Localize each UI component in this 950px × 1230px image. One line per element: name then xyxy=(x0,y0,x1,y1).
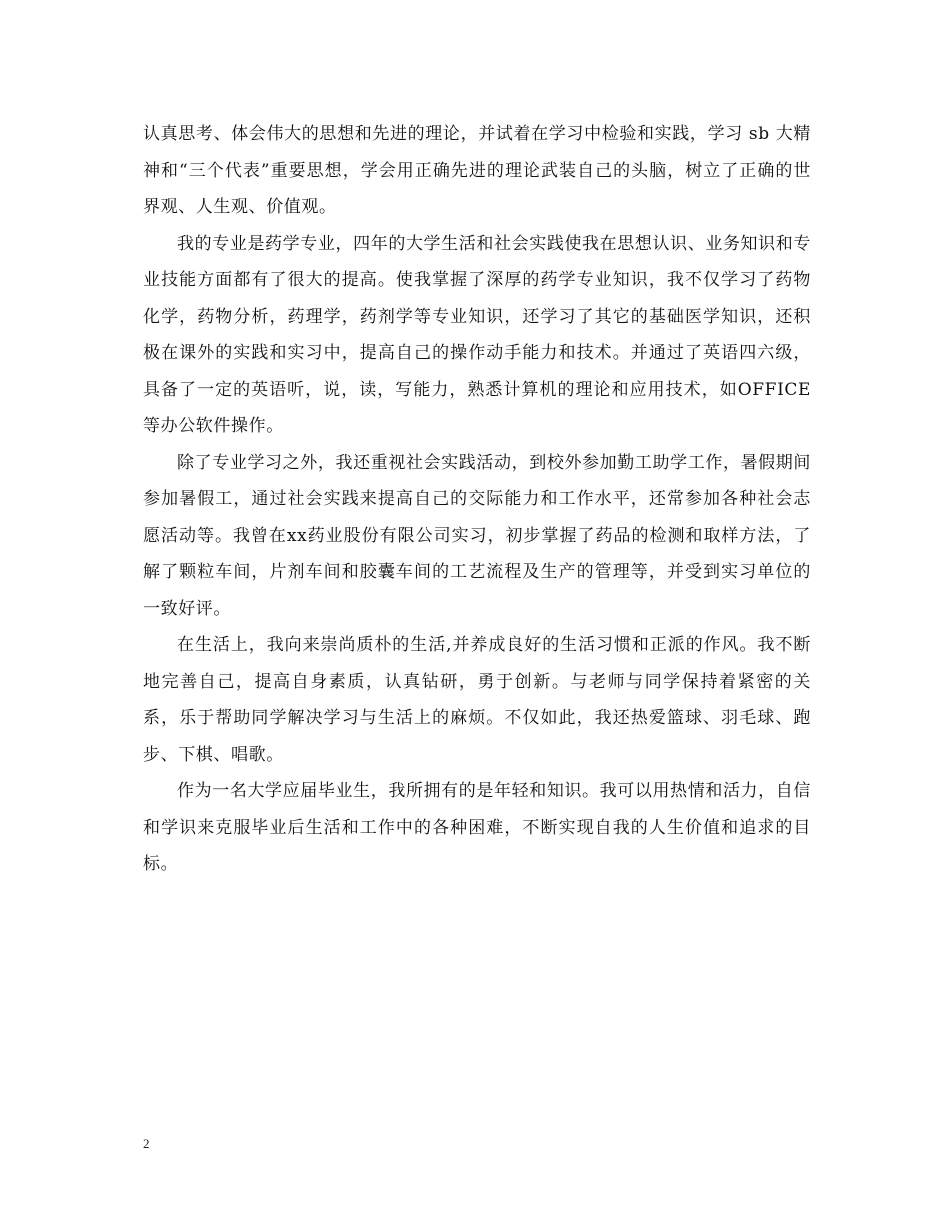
document-body xyxy=(143,116,811,883)
page-number: 2 xyxy=(143,1136,150,1151)
paragraph-conclusion: 作为一名大学应届毕业生，我所拥有的是年轻和知识。我可以用热情和活力，自信和学识来克服毕业后生活和工作中的各种困难，不断实现自我的人生价值和追求的目标。 xyxy=(143,781,811,874)
paragraph-practice: 除了专业学习之外，我还重视社会实践活动，到校外参加勤工助学工作，暑假期间参加暑假工，通过社会实践来提高自己的交际能力和工作水平，还常参加各种社会志愿活动等。我曾在xx药业股份有限公司实习，初步掌握了药品的检测和取样方法，了解了颗粒车间，片剂车间和胶囊车间的工艺流程及生产的管理等，并受到实习单位的一致好评。 xyxy=(143,452,811,619)
paragraph-continuation: 认真思考、体会伟大的思想和先进的理论，并试着在学习中检验和实践，学习 sb 大精神和“三个代表”重要思想，学会用正确先进的理论武装自己的头脑，树立了正确的世界观、人生观、价值观。 xyxy=(143,124,811,217)
paragraph-life: 在生活上，我向来崇尚质朴的生活,并养成良好的生活习惯和正派的作风。我不断地完善自己，提高自身素质，认真钻研，勇于创新。与老师与同学保持着紧密的关系，乐于帮助同学解决学习与生活上的麻烦。不仅如此，我还热爱篮球、羽毛球、跑步、下棋、唱歌。 xyxy=(143,635,811,765)
paragraph-major: 我的专业是药学专业，四年的大学生活和社会实践使我在思想认识、业务知识和专业技能方面都有了很大的提高。使我掌握了深厚的药学专业知识，我不仅学习了药物化学，药物分析，药理学，药剂学等专业知识，还学习了其它的基础医学知识，还积极在课外的实践和实习中，提高自己的操作动手能力和技术。并通过了英语四六级，具备了一定的英语听，说，读，写能力，熟悉计算机的理论和应用技术，如OFFICE等办公软件操作。 xyxy=(143,233,811,436)
